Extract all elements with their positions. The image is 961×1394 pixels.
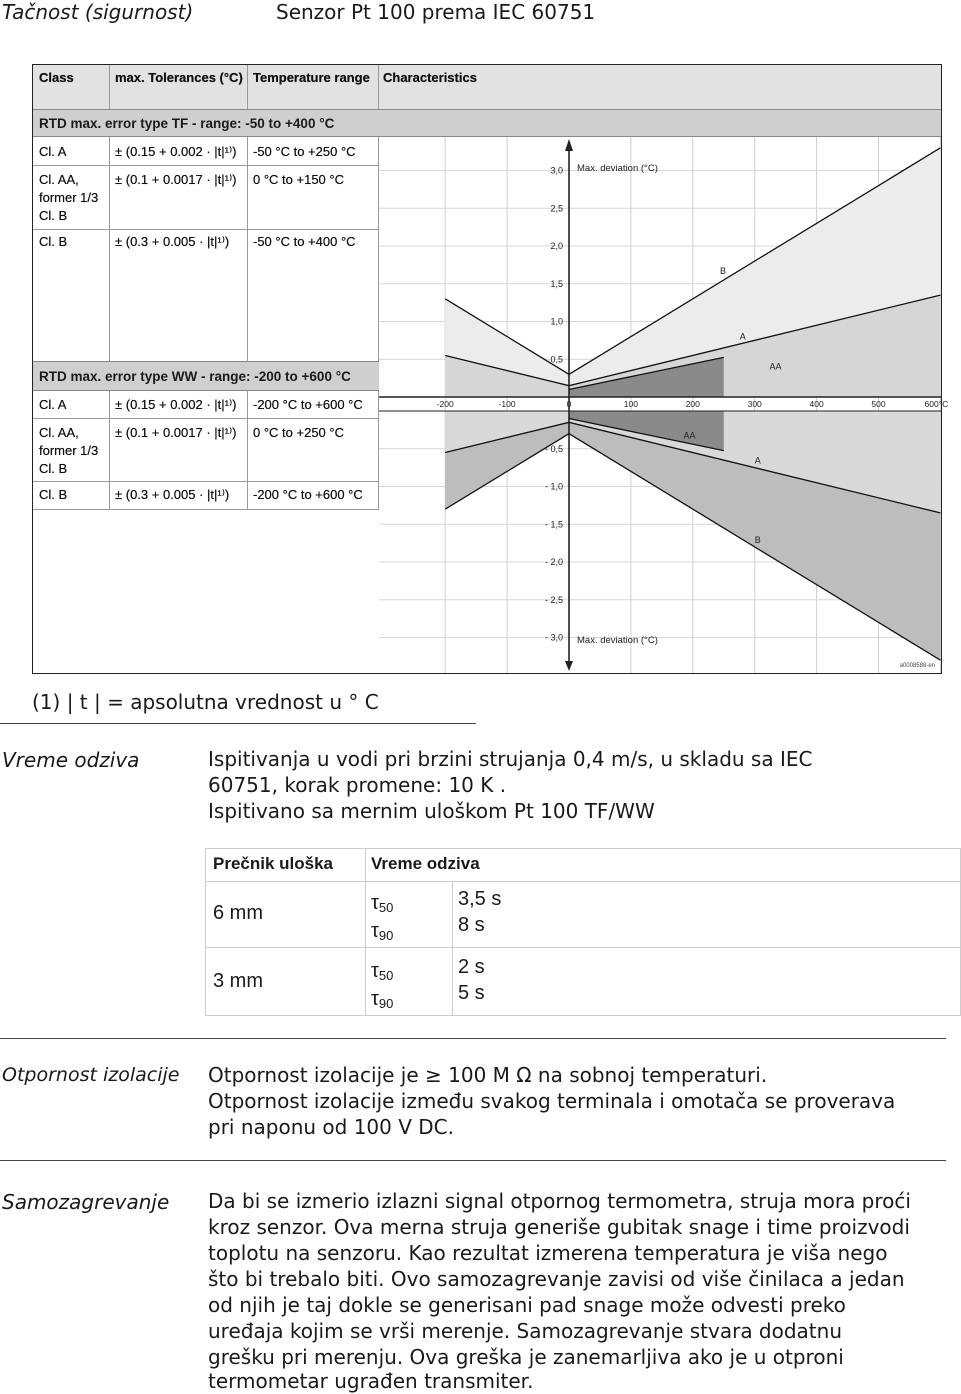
- response-row-2-diameter: 3 mm: [213, 970, 263, 992]
- x-tick-label: 200: [685, 399, 700, 409]
- y-tick-label: - 0,5: [544, 443, 563, 454]
- x-tick-label: 0: [566, 399, 572, 409]
- grid-line: [378, 65, 379, 109]
- response-line-3: Ispitivano sa mernim uloškom Pt 100 TF/WW: [208, 799, 655, 823]
- ww-row-1-tolerance: ± (0.15 + 0.002 · |t|¹⁾): [115, 397, 237, 412]
- response-line-2: 60751, korak promene: 10 K .: [208, 773, 507, 797]
- response-row-1-value-b: 8 s: [458, 914, 485, 936]
- insulation-label: Otpornost izolacije: [2, 1064, 180, 1086]
- x-tick-label: 600°C: [924, 399, 949, 409]
- grid-line: [109, 391, 110, 509]
- y-tick-label: - 1,0: [544, 481, 563, 492]
- accuracy-table: [32, 64, 949, 674]
- header-tolerances: max. Tolerances (°C): [115, 70, 243, 85]
- grid-line: [33, 509, 379, 510]
- ww-row-2-range: 0 °C to +250 °C: [253, 425, 344, 440]
- grid-line: [247, 137, 248, 361]
- y-axis-arrow-up: [565, 139, 573, 151]
- ww-row-3-class: Cl. B: [39, 487, 68, 502]
- y-axis-arrow-down: [565, 661, 573, 671]
- tf-row-2-class: Cl. AA, former 1/3 Cl. B: [39, 172, 99, 223]
- grid-line: [247, 65, 248, 109]
- tf-section-bar: RTD max. error type TF - range: -50 to +400 °C: [33, 109, 941, 137]
- x-tick-label: -200: [436, 399, 454, 409]
- tf-row-2-range: 0 °C to +150 °C: [253, 172, 344, 187]
- grid-line: [33, 165, 379, 166]
- grid-line: [33, 229, 379, 230]
- ww-row-2-tolerance: ± (0.1 + 0.0017 · |t|¹⁾): [115, 425, 237, 440]
- response-col-diameter: Prečnik uloška: [213, 854, 334, 873]
- y-tick-label: - 2,0: [544, 557, 563, 567]
- ww-row-2-class: Cl. AA, former 1/3 Cl. B: [39, 425, 99, 476]
- series-label: AA: [683, 430, 696, 441]
- response-row-1-value-a: 3,5 s: [458, 888, 502, 910]
- x-tick-label: 300: [747, 399, 762, 409]
- figure-id: a0008588-en: [899, 663, 935, 669]
- y-axis-title-top: Max. deviation (°C): [577, 163, 658, 174]
- selfheat-line-8: termometar ugrađen transmiter.: [208, 1369, 534, 1393]
- y-tick-label: 1,0: [550, 316, 563, 327]
- tf-row-3-tolerance: ± (0.3 + 0.005 · |t|¹⁾): [115, 234, 230, 249]
- x-tick-label: 500: [871, 399, 886, 409]
- response-table: [205, 848, 961, 1016]
- response-line-1: Ispitivanja u vodi pri brzini strujanja 0,4 m/s, u skladu sa IEC: [208, 747, 813, 771]
- series-label: B: [719, 266, 726, 277]
- grid-line: [33, 481, 379, 482]
- x-tick-label: 400: [809, 399, 824, 409]
- grid-line: [247, 391, 248, 509]
- insulation-line-3: pri naponu od 100 V DC.: [208, 1115, 454, 1139]
- y-tick-label: - 3,0: [544, 632, 563, 643]
- divider: [0, 1038, 946, 1039]
- y-tick-label: 0,5: [550, 354, 563, 365]
- divider: [0, 723, 476, 724]
- response-row-2-tau-b: $\tau_{90}$: [371, 988, 394, 1011]
- grid-line: [109, 137, 110, 361]
- tf-row-2-tolerance: ± (0.1 + 0.0017 · |t|¹⁾): [115, 172, 237, 187]
- response-row-1-diameter: 6 mm: [213, 902, 263, 924]
- selfheat-line-2: kroz senzor. Ova merna struja generiše gubitak snage i time proizvodi: [208, 1215, 910, 1239]
- grid-line: [33, 418, 379, 419]
- tf-row-3-class: Cl. B: [39, 234, 68, 249]
- response-row-1-tau-a: $\tau_{50}$: [371, 892, 394, 915]
- series-label: A: [739, 331, 746, 342]
- ww-row-1-range: -200 °C to +600 °C: [253, 397, 363, 412]
- section-heading: Tačnost (sigurnost): [2, 0, 194, 24]
- series-label: A: [754, 455, 761, 466]
- selfheat-line-7: grešku pri merenju. Ova greška je zanemarljiva ako je u otproni: [208, 1345, 844, 1369]
- x-tick-label: -100: [498, 399, 516, 409]
- y-tick-label: 2,0: [550, 241, 563, 251]
- grid-line: [109, 65, 110, 109]
- series-label: AA: [769, 361, 782, 372]
- ww-section-bar: RTD max. error type WW - range: -200 to +600 °C: [33, 361, 379, 391]
- tf-row-1-range: -50 °C to +250 °C: [253, 144, 356, 159]
- tf-row-1-class: Cl. A: [39, 144, 67, 159]
- tolerance-chart: [379, 137, 949, 673]
- tf-row-3-range: -50 °C to +400 °C: [253, 234, 356, 249]
- document-title: Senzor Pt 100 prema IEC 60751: [276, 0, 596, 24]
- y-tick-label: - 2,5: [544, 594, 563, 605]
- selfheat-line-3: toplotu na senzoru. Kao rezultat izmerena temperatura je viša nego: [208, 1241, 888, 1265]
- ww-row-3-range: -200 °C to +600 °C: [253, 487, 363, 502]
- tf-row-1-tolerance: ± (0.15 + 0.002 · |t|¹⁾): [115, 144, 237, 159]
- y-tick-label: - 1,5: [544, 519, 563, 530]
- header-range: Temperature range: [253, 70, 370, 85]
- footnote: (1) | t | = apsolutna vrednost u ° C: [32, 690, 379, 714]
- y-tick-label: 3,0: [550, 165, 563, 176]
- response-row-2-value-b: 5 s: [458, 982, 485, 1004]
- header-class: Class: [39, 70, 74, 85]
- y-tick-label: 1,5: [550, 278, 563, 289]
- selfheat-label: Samozagrevanje: [2, 1190, 170, 1214]
- selfheat-line-4: što bi trebalo biti. Ovo samozagrevanje zavisi od više činilaca a jedan: [208, 1267, 905, 1291]
- response-row-2-value-a: 2 s: [458, 956, 485, 978]
- ww-row-3-tolerance: ± (0.3 + 0.005 · |t|¹⁾): [115, 487, 230, 502]
- divider: [0, 1160, 946, 1161]
- selfheat-line-1: Da bi se izmerio izlazni signal otpornog termometra, struja mora proći: [208, 1189, 911, 1213]
- x-tick-label: 100: [623, 399, 638, 409]
- selfheat-line-6: uređaja kojim se vrši merenje. Samozagrevanje stvara dodatnu: [208, 1319, 843, 1343]
- response-row-1-tau-b: $\tau_{90}$: [371, 920, 394, 943]
- insulation-line-1: Otpornost izolacije je ≥ 100 M Ω na sobnoj temperaturi.: [208, 1063, 768, 1087]
- header-characteristics: Characteristics: [383, 70, 477, 85]
- y-axis-title-bottom: Max. deviation (°C): [577, 635, 658, 646]
- response-label: Vreme odziva: [2, 748, 140, 772]
- response-col-time: Vreme odziva: [371, 854, 480, 873]
- ww-row-1-class: Cl. A: [39, 397, 67, 412]
- y-tick-label: 2,5: [550, 203, 563, 214]
- insulation-line-2: Otpornost izolacije između svakog terminala i omotača se proverava: [208, 1089, 896, 1113]
- response-row-2-tau-a: $\tau_{50}$: [371, 960, 394, 983]
- series-label: B: [754, 534, 761, 545]
- selfheat-line-5: od njih je taj dokle se generisani pad snage može odvesti preko: [208, 1293, 846, 1317]
